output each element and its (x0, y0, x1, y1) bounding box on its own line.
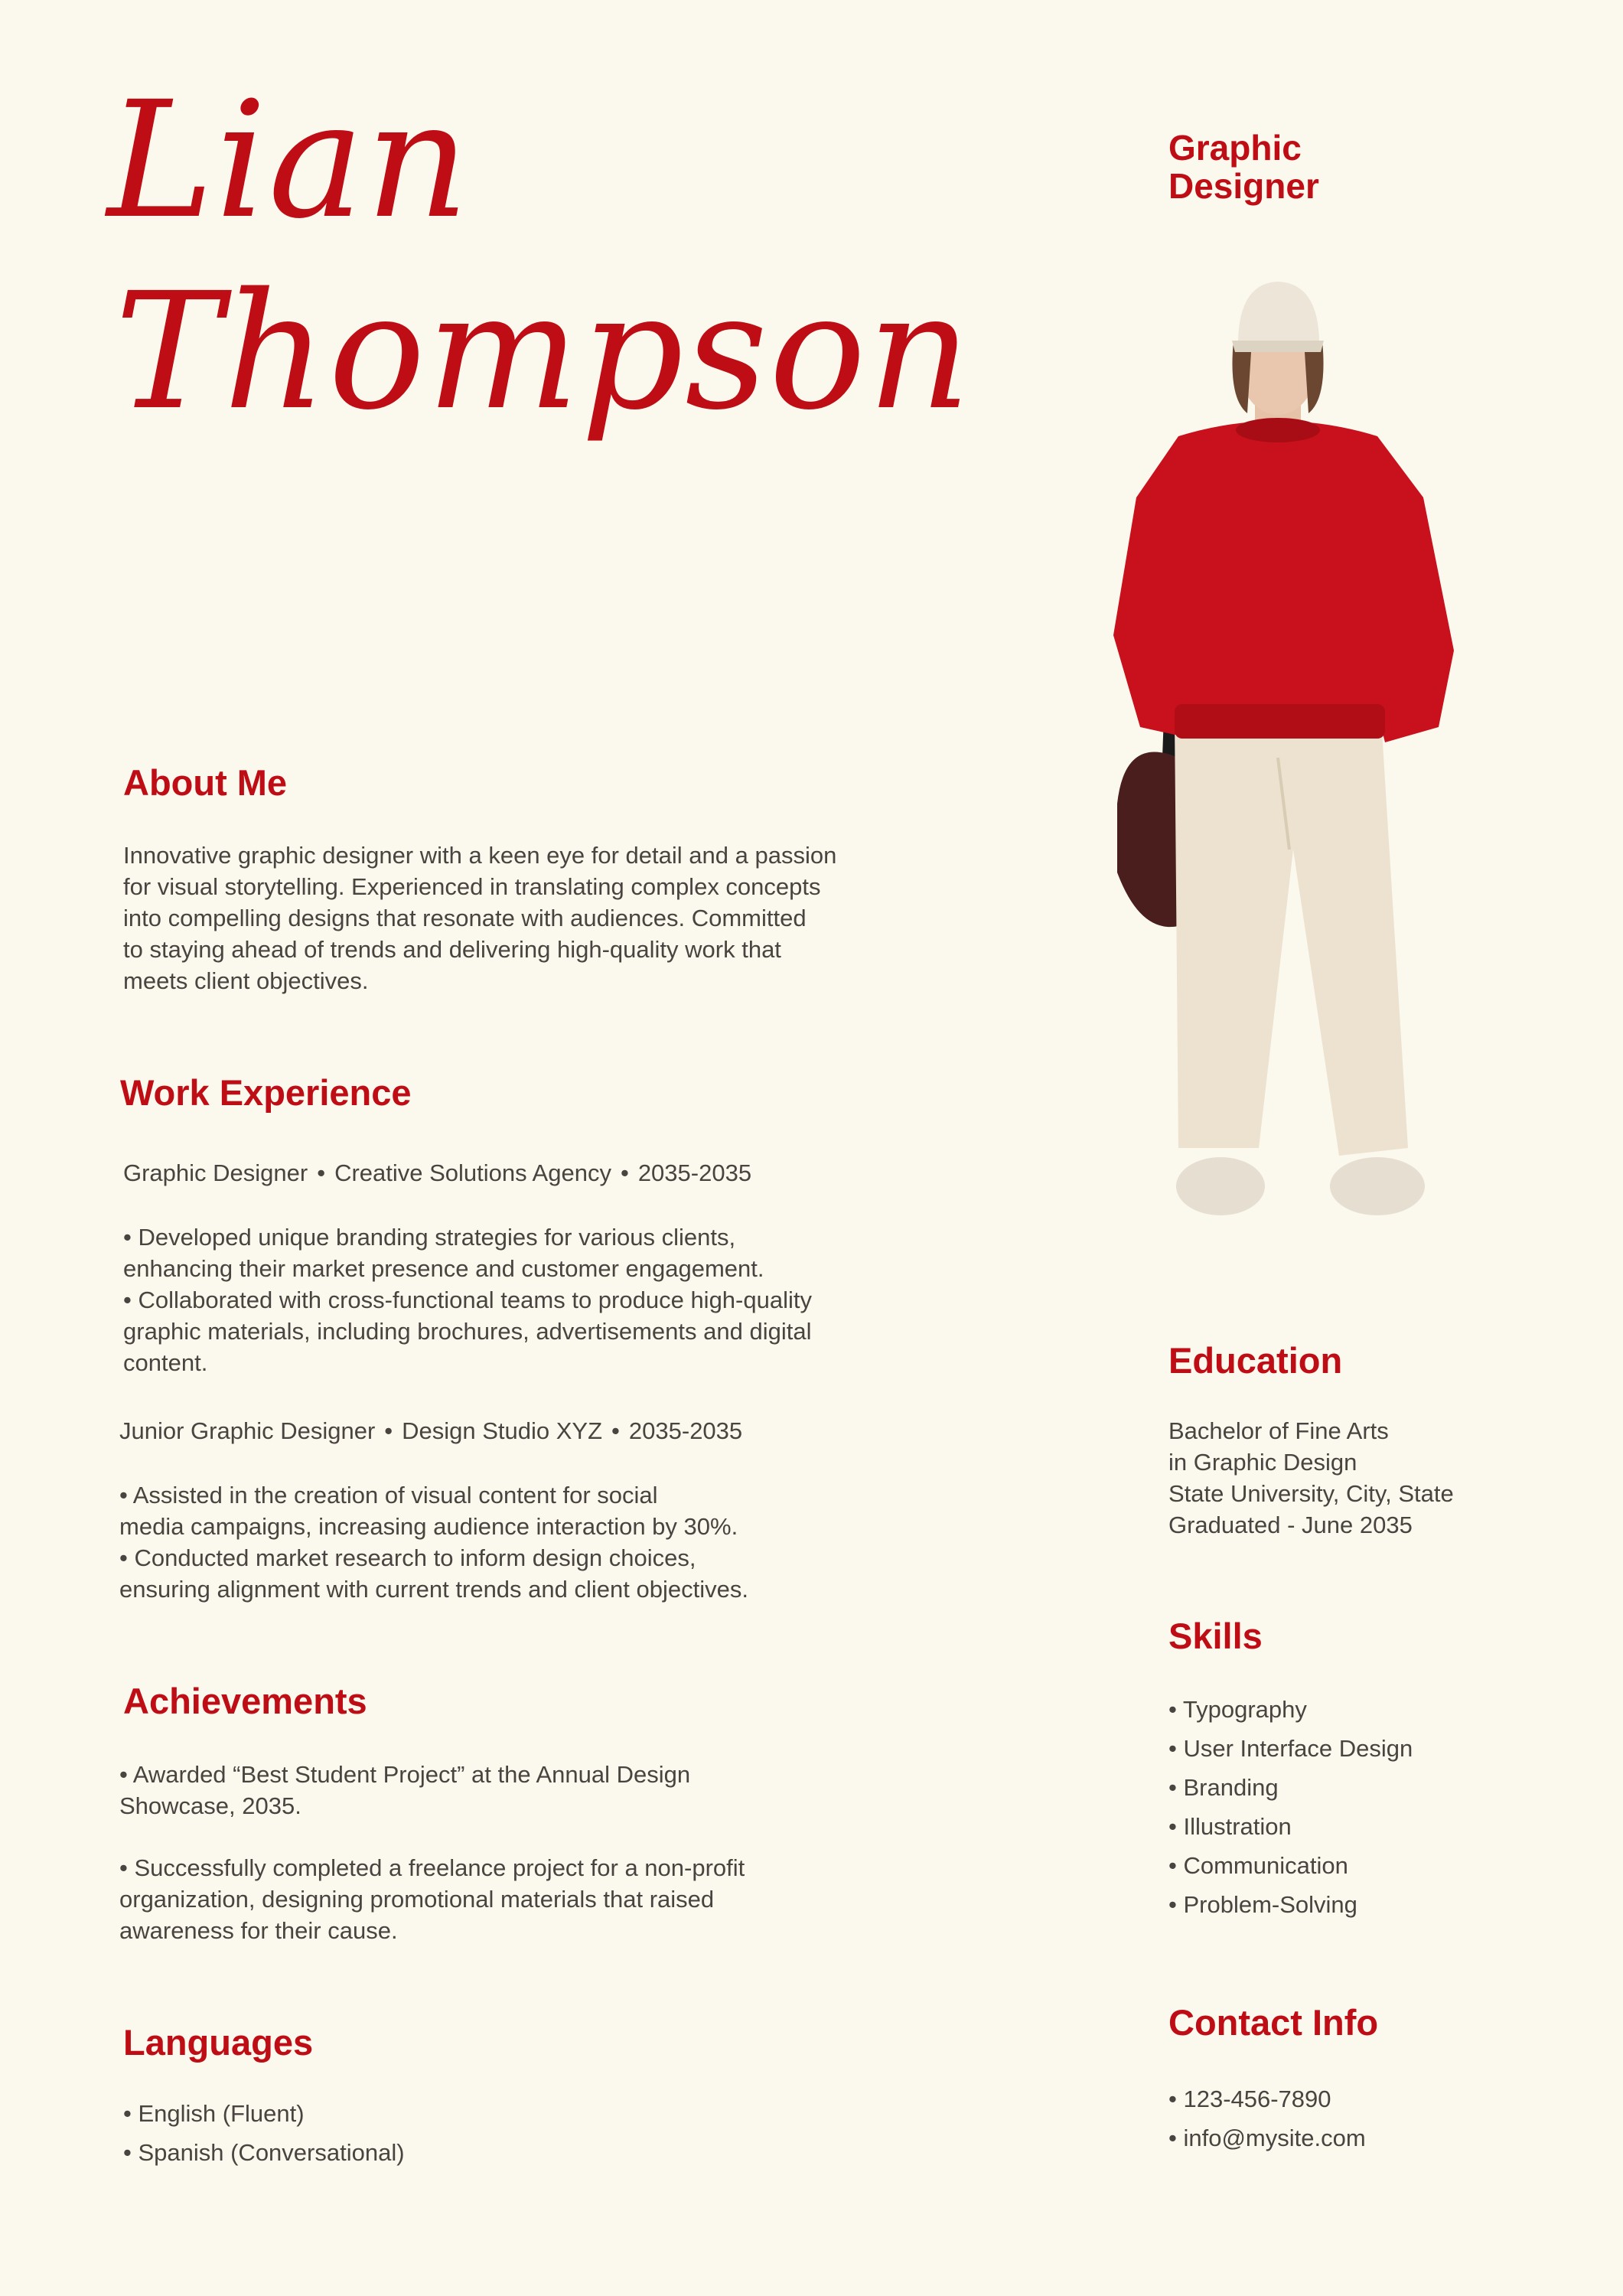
job-2-line: media campaigns, increasing audience interaction by 30%. (119, 1513, 738, 1540)
skill-item: • Problem-Solving (1168, 1885, 1413, 1924)
name-first: Lian (107, 67, 471, 254)
contact-email[interactable]: • info@mysite.com (1168, 2118, 1366, 2157)
job-1-line: graphic materials, including brochures, advertisements and digital (123, 1318, 812, 1345)
contact-phone[interactable]: • 123-456-7890 (1168, 2079, 1366, 2118)
job-title-line1: Graphic (1168, 128, 1302, 168)
job-1-company: Creative Solutions Agency (334, 1159, 611, 1186)
achievement-line: Showcase, 2035. (119, 1792, 301, 1819)
achievement-line: organization, designing promotional materials that raised (119, 1886, 715, 1913)
about-line: to staying ahead of trends and delivering high-quality work that (123, 936, 781, 963)
achievement-line: • Successfully completed a freelance project for a non-profit (119, 1854, 745, 1881)
about-line: for visual storytelling. Experienced in translating complex concepts (123, 873, 821, 900)
languages-list (123, 2094, 405, 2172)
about-heading: About Me (123, 762, 288, 803)
skill-item: • Illustration (1168, 1807, 1413, 1846)
portrait-photo (1094, 268, 1469, 1240)
language-item: • Spanish (Conversational) (123, 2133, 405, 2172)
job-1-years: 2035-2035 (637, 1159, 752, 1186)
job-1-line: content. (123, 1349, 208, 1376)
about-text (123, 840, 888, 996)
education-text (1168, 1415, 1597, 1541)
job-2-line: • Conducted market research to inform design choices, (119, 1544, 696, 1571)
job-2-line: ensuring alignment with current trends and client objectives. (119, 1576, 748, 1603)
job-1-description (123, 1221, 888, 1378)
education-heading: Education (1168, 1340, 1343, 1381)
education-line: Graduated - June 2035 (1168, 1512, 1413, 1538)
skills-heading: Skills (1168, 1616, 1263, 1656)
job-1-title: Graphic Designer (123, 1159, 308, 1186)
job-1-line: • Developed unique branding strategies for various clients, (123, 1224, 736, 1251)
skills-list (1168, 1690, 1413, 1924)
languages-heading: Languages (123, 2022, 314, 2063)
education-line: State University, City, State (1168, 1480, 1454, 1507)
job-2-line: • Assisted in the creation of visual content for social (119, 1482, 658, 1508)
contact-heading: Contact Info (1168, 2002, 1379, 2043)
skill-item: • User Interface Design (1168, 1729, 1413, 1768)
job-2-title: Junior Graphic Designer (119, 1417, 376, 1444)
achievement-line: • Awarded “Best Student Project” at the Annual Design (119, 1761, 691, 1788)
education-line: Bachelor of Fine Arts (1168, 1417, 1389, 1444)
job-2-description (119, 1479, 885, 1605)
skill-item: • Communication (1168, 1846, 1413, 1885)
name-last: Thompson (115, 258, 973, 445)
contact-list (1168, 2079, 1366, 2157)
job-1-line: • Collaborated with cross-functional teams to produce high-quality (123, 1287, 812, 1313)
job-title (1168, 129, 1319, 205)
work-heading: Work Experience (120, 1072, 412, 1113)
achievement-2 (119, 1852, 885, 1946)
about-line: Innovative graphic designer with a keen eye for detail and a passion (123, 842, 837, 869)
skill-item: • Typography (1168, 1690, 1413, 1729)
about-line: into compelling designs that resonate with audiences. Committed (123, 905, 807, 931)
achievements-heading: Achievements (123, 1681, 367, 1721)
job-2-years: 2035-2035 (628, 1417, 743, 1444)
about-line: meets client objectives. (123, 967, 369, 994)
job-2-company: Design Studio XYZ (402, 1417, 603, 1444)
job-title-line2: Designer (1168, 166, 1319, 206)
achievement-1 (119, 1759, 885, 1821)
job-2-meta: Junior Graphic Designer • Design Studio XYZ • 2035-2035 (119, 1417, 743, 1444)
job-1-line: enhancing their market presence and customer engagement. (123, 1255, 764, 1282)
achievement-line: awareness for their cause. (119, 1917, 398, 1944)
language-item: • English (Fluent) (123, 2094, 405, 2133)
skill-item: • Branding (1168, 1768, 1413, 1807)
job-1-meta: Graphic Designer • Creative Solutions Agency • 2035-2035 (123, 1159, 752, 1186)
education-line: in Graphic Design (1168, 1449, 1357, 1476)
